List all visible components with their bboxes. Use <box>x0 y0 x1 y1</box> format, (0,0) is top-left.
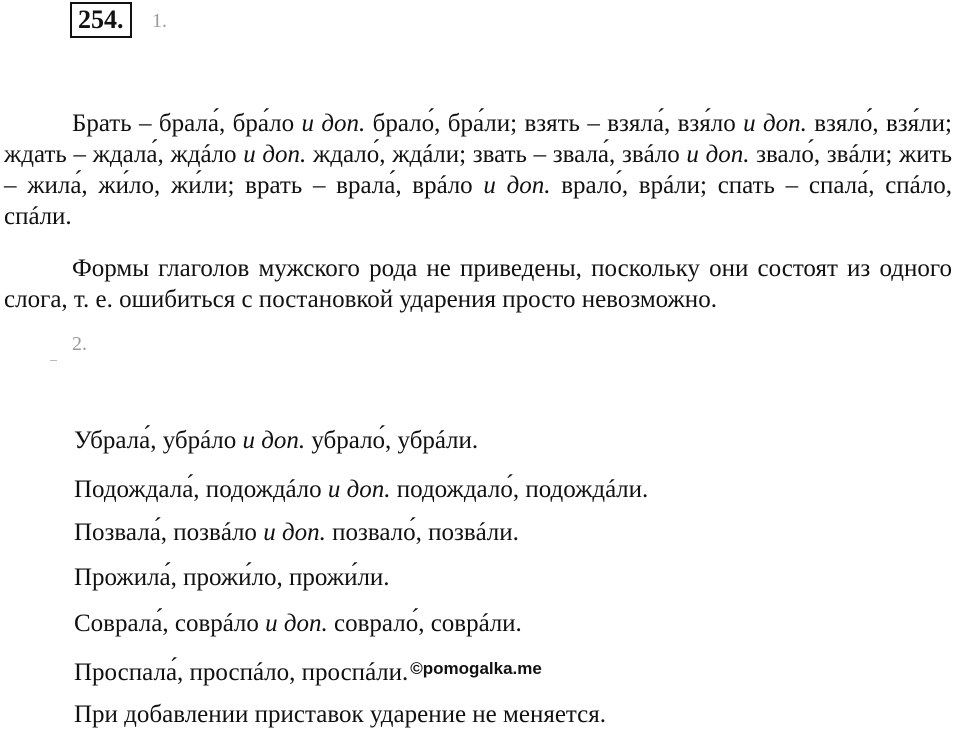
abbreviation-italic: и доп. <box>301 110 366 137</box>
margin-mark <box>50 360 57 361</box>
abbreviation-italic: и доп. <box>483 172 551 199</box>
abbreviation-italic: и доп. <box>327 476 391 503</box>
part-2-line <box>74 699 606 730</box>
part-1-label: 1. <box>152 10 167 32</box>
abbreviation-italic: и доп. <box>242 427 306 454</box>
part-2-line <box>74 517 519 548</box>
text-run: соврало́, соврáли. <box>327 610 522 637</box>
part-2-line <box>74 562 390 593</box>
text-run: Убрала́, убрáло <box>74 427 243 454</box>
text-run: Позвала́, позвáло <box>74 519 264 546</box>
part-1-paragraph-forms <box>4 108 952 232</box>
text-run: Проспала́, проспáло, проспáли. <box>74 659 409 686</box>
abbreviation-italic: и доп. <box>263 519 326 546</box>
part-2-line-text <box>74 659 408 686</box>
text-run: Соврала́, соврáло <box>74 610 266 637</box>
text-run: убрало́, убрáли. <box>305 427 479 454</box>
part-2-label: 2. <box>72 333 87 355</box>
abbreviation-italic: и доп. <box>743 110 807 137</box>
abbreviation-italic: и доп. <box>243 141 307 168</box>
text-run: подождало́, подождáли. <box>390 476 649 503</box>
part-2-line <box>74 474 648 505</box>
text-run: ждало́, ждáли; звать – звала́, звáло <box>306 141 687 168</box>
abbreviation-italic: и доп. <box>265 610 328 637</box>
exercise-number: 254. <box>70 2 132 38</box>
part-1-paragraph-note: Формы глаголов мужского рода не приведены, поскольку они состоят из одного слога, т. е. ошибиться с постановкой ударения просто невозможно. <box>4 255 952 313</box>
text-run: брало́, бра́ли; взять – взяла́, взя́ло <box>365 110 744 137</box>
text-run: врало́, врáли; спать – спала́, спáло, спáли. <box>4 172 952 230</box>
text-run: Брать – брала́, бра́ло <box>72 110 302 137</box>
text-run: взяло́, взя́ли; ждать – ждала́, ждáло <box>4 110 952 168</box>
part-2-line <box>74 608 522 639</box>
part-2-line-with-watermark <box>74 653 542 688</box>
text-run: Подождала́, подождáло <box>74 476 328 503</box>
part-2-line <box>74 425 478 456</box>
text-run: позвало́, позвáли. <box>325 519 519 546</box>
text-run: При добавлении приставок ударение не меняется. <box>74 701 606 728</box>
watermark: ©pomogalka.me <box>410 659 542 678</box>
text-run: Прожила́, прожи́ло, прожи́ли. <box>74 564 390 591</box>
text-run: звало́, звáли; жить – жила́, жи́ло, жи́ли; врать – врала́, врáло <box>4 141 953 199</box>
abbreviation-italic: и доп. <box>686 141 750 168</box>
